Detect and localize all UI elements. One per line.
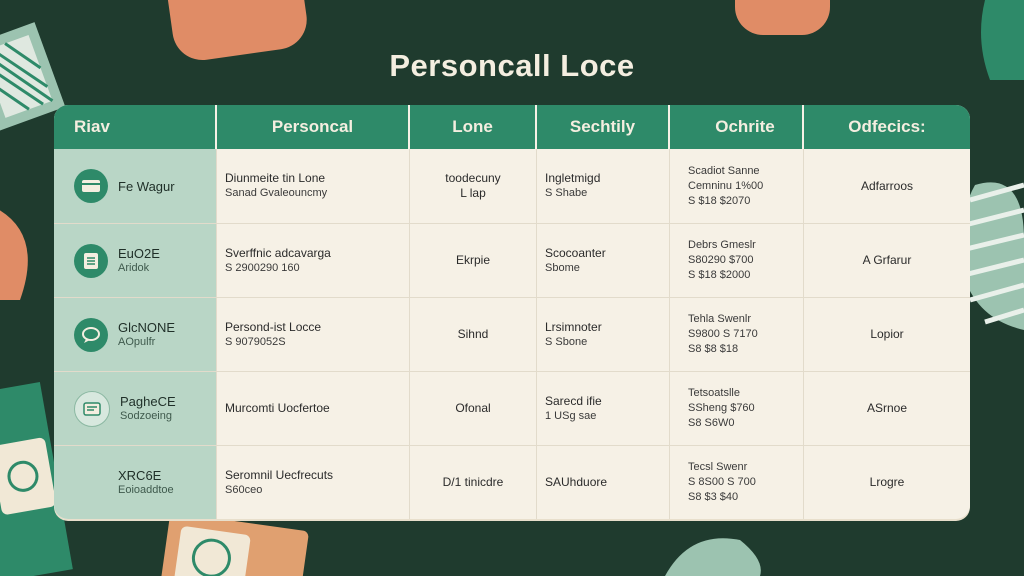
table-row[interactable] — [54, 149, 970, 223]
personal-cell — [217, 298, 410, 371]
cell-line: Tecsl Swenr — [688, 461, 748, 473]
cell-line: Lrsimnoter — [545, 319, 602, 334]
cell-line: Sihnd — [457, 327, 489, 341]
personal-cell — [217, 446, 410, 519]
cell-line: S9800 S 7170 — [688, 328, 758, 340]
security-cell — [537, 149, 670, 223]
page-title: Personcall Loce — [389, 48, 635, 83]
cell-line: SSheng $760 — [688, 402, 755, 414]
header-cell[interactable]: Lone — [410, 105, 537, 149]
cell-line: S8 $8 $18 — [688, 343, 739, 355]
cell-line: S Shabe — [545, 187, 588, 199]
offices-cell: Lopior — [870, 327, 904, 341]
cell-line: S60ceo — [225, 483, 263, 496]
header-cell[interactable]: Ochrite — [670, 105, 804, 149]
other-cell — [670, 446, 804, 519]
chat-icon — [74, 318, 108, 352]
cell-line: Debrs Gmeslr — [688, 239, 756, 251]
header-cell[interactable]: Personcal — [217, 105, 410, 149]
category-cell — [54, 149, 217, 223]
cell-line: S 8S00 S 700 — [688, 476, 756, 488]
cell-line: 1 USg sae — [545, 409, 597, 422]
personal-cell — [217, 372, 410, 445]
document-icon — [74, 391, 110, 427]
lone-cell — [410, 446, 537, 519]
cell-line: L lap — [460, 186, 486, 200]
cell-line: S8 S6W0 — [688, 417, 735, 429]
security-cell — [537, 224, 670, 297]
table-row[interactable] — [54, 297, 970, 371]
cell-line: Ofonal — [455, 401, 491, 415]
table-header — [54, 105, 970, 149]
security-cell — [537, 372, 670, 445]
cell-line: Diunmeite tin Lone — [225, 171, 326, 185]
category-title: Fe Wagur — [118, 178, 175, 194]
category-title: EuO2E — [118, 245, 160, 261]
offices-cell: Lrogre — [869, 475, 905, 489]
cell-line: Seromnil Uecfrecuts — [225, 467, 334, 482]
cell-line: Cemninu 1%00 — [688, 179, 764, 192]
cell-line: Sbome — [545, 261, 580, 274]
data-table — [54, 105, 970, 519]
category-sub: Sodzoeing — [120, 409, 172, 422]
cell-line: Murcomti Uocfertoe — [225, 401, 330, 415]
category-sub: Aridok — [118, 261, 150, 274]
category-cell — [54, 446, 217, 519]
personal-cell — [217, 149, 410, 223]
other-cell — [670, 149, 804, 223]
offices-cell: Adfarroos — [860, 178, 914, 193]
cell-line: Sanad Gvaleouncmy — [225, 187, 328, 199]
header-cell[interactable]: Odfecics: — [848, 117, 926, 136]
category-title: GlcNONE — [118, 319, 176, 335]
cell-line: S $18 $2000 — [688, 269, 751, 281]
cell-line: Scadiot Sanne — [688, 164, 760, 177]
lone-cell — [410, 372, 537, 445]
cell-line: S Sbone — [545, 335, 588, 348]
category-sub: AOpulfr — [118, 335, 156, 348]
cell-line: toodecuny — [445, 171, 501, 185]
cell-line: Scocoanter — [545, 245, 606, 260]
cell-line: S 9079052S — [225, 335, 286, 348]
cell-line: S8 $3 $40 — [688, 491, 739, 503]
cell-line: Tehla Swenlr — [688, 313, 751, 325]
lone-cell — [410, 224, 537, 297]
other-cell — [670, 298, 804, 371]
other-cell — [670, 224, 804, 297]
lone-cell — [410, 298, 537, 371]
cell-line: Ekrpie — [455, 253, 490, 267]
cell-line: S 2900290 160 — [225, 261, 300, 274]
header-cell[interactable]: Riav — [54, 105, 217, 149]
cell-line: Sarecd ifie — [545, 393, 602, 408]
cell-line: Sverffnic adcavarga — [225, 245, 331, 260]
cell-line: Persond-ist Locce — [225, 319, 322, 334]
personal-cell — [217, 224, 410, 297]
cell-line: S80290 $700 — [688, 254, 754, 266]
offices-cell: A Grfarur — [862, 253, 912, 267]
table-body — [54, 149, 970, 519]
header-cell[interactable]: Sechtily — [537, 105, 670, 149]
list-icon — [74, 244, 108, 278]
table-row[interactable] — [54, 445, 970, 519]
category-cell — [54, 298, 217, 371]
table-row[interactable] — [54, 223, 970, 297]
other-cell — [670, 372, 804, 445]
cell-line: D/1 tinicdre — [442, 475, 504, 489]
offices-cell: ASrnoe — [866, 401, 908, 415]
card-icon — [74, 169, 108, 203]
cell-line: Tetsoatslle — [688, 387, 740, 399]
category-title: PagheCE — [120, 393, 176, 409]
category-title: XRC6E — [118, 467, 162, 483]
cell-line: Ingletmigd — [545, 171, 601, 185]
lone-cell — [410, 149, 537, 223]
category-cell — [54, 224, 217, 297]
category-cell — [54, 372, 217, 445]
security-cell — [537, 298, 670, 371]
category-sub: Eoioaddtoe — [118, 483, 174, 496]
cell-line: S $18 $2070 — [688, 194, 751, 207]
table-row[interactable] — [54, 371, 970, 445]
security-cell — [537, 446, 670, 519]
cell-line: SAUhduore — [545, 475, 608, 489]
